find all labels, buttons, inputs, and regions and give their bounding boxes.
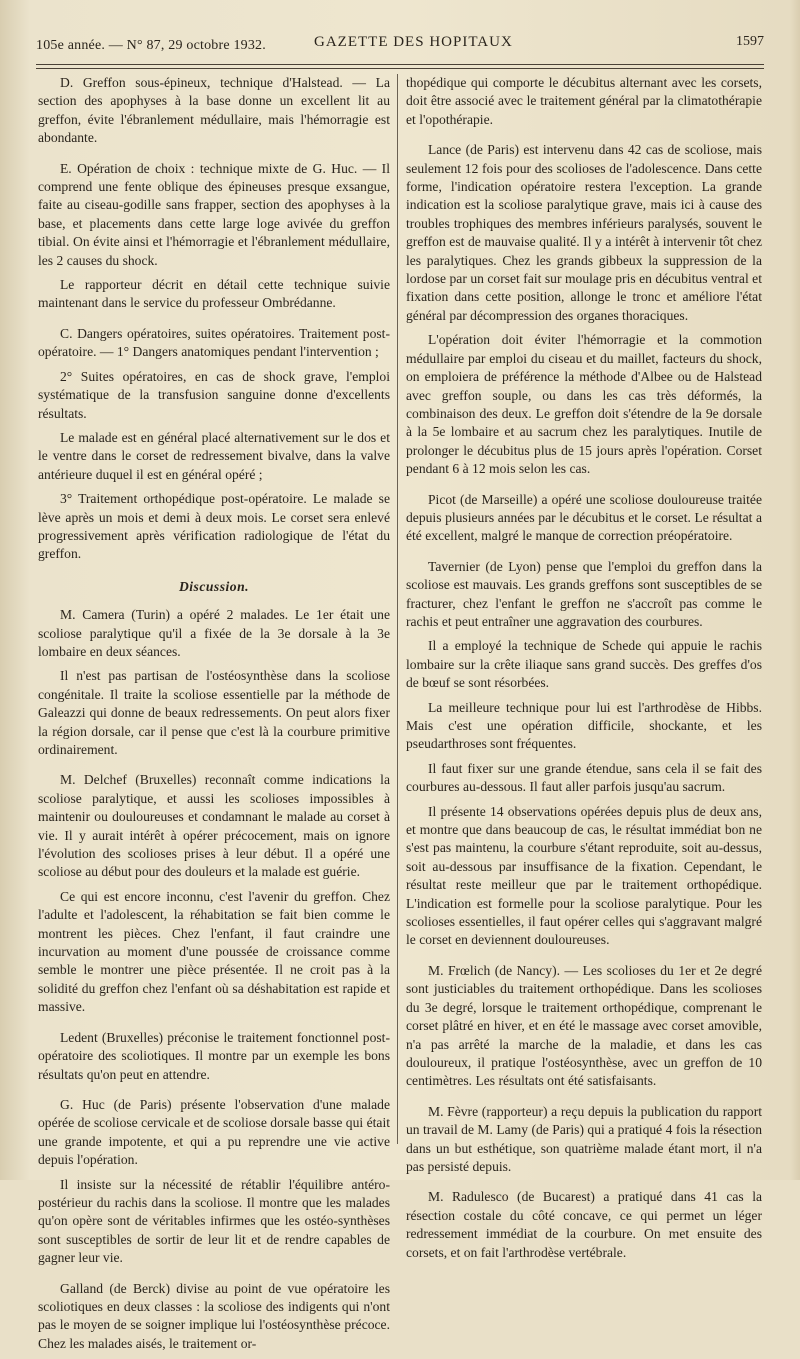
paragraph: Il a employé la technique de Schede qui appuie le rachis lombaire sur la crête iliaque sans grand succès. Des greffes d'os de bœuf se sont résorbées.: [406, 638, 762, 691]
page-number: 1597: [736, 34, 764, 49]
paragraph: Tavernier (de Lyon) pense que l'emploi du greffon dans la scoliose est mauvais. Les grands greffons sont susceptibles de se fracturer, chez l'enfant le greffon ne s'accroît pas comme le rachis et peut entraîner une aggravation des courbures.: [406, 558, 762, 629]
paragraph: L'opération doit éviter l'hémorragie et la commotion médullaire par emploi du ciseau et du maillet, facteurs du shock, on emploiera de préférence la méthode d'Albee ou de Halstead avec greffon souple, ou dans les cas très déformés, la combinaison des deux. Le greffon doit s'étendre de la 9e dorsale à la 5e lombaire et au sacrum chez les paralytiques. Inutile de prolonger le décubitus plus de 15 jours après l'opération. Corset pendant 6 à 12 mois selon les cas.: [406, 332, 762, 477]
paragraph: M. Radulesco (de Bucarest) a pratiqué dans 41 cas la résection costale du côté concave, ce qui permet un léger redressement immédiat de la courbure. On met ensuite des corsets, et on fait l'arthrodèse vertébrale.: [406, 1189, 762, 1260]
paragraph: Picot (de Marseille) a opéré une scoliose douloureuse traitée depuis plusieurs années par le décubitus et le corset. Le résultat a été excellent, malgré le manque de correction préopératoire.: [406, 491, 762, 544]
header-rule-top: [36, 64, 764, 65]
journal-title: GAZETTE DES HOPITAUX: [314, 34, 513, 50]
paragraph: M. Fèvre (rapporteur) a reçu depuis la publication du rapport un travail de M. Lamy (de Paris) qui a pratiqué 4 fois la résection dans un but esthétique, son quatrième malade étant mort, il n'a pas persisté depuis.: [406, 1103, 762, 1174]
paragraph: Ledent (Bruxelles) préconise le traitement fonctionnel post-opératoire des scoliotiques. Il montre par un exemple les bons résultats qu'on peut en attendre.: [38, 1029, 390, 1082]
right-column: [406, 74, 762, 1268]
header-rule-bottom: [36, 68, 764, 69]
paragraph: Il n'est pas partisan de l'ostéosynthèse dans la scoliose congénitale. Il traite la scoliose essentielle par la méthode de Galeazzi qui donne de beaux redressements. On peut alors fixer la région dorsale, car il pense que c'est là la courbure primitive ordinairement.: [38, 668, 390, 757]
paragraph: thopédique qui comporte le décubitus alternant avec les corsets, doit être associé avec le traitement général par la climatothérapie et l'opothérapie.: [406, 75, 762, 127]
paragraph: Ce qui est encore inconnu, c'est l'avenir du greffon. Chez l'adulte et l'adolescent, la réhabitation se fait bien comme le montrent les pièces. Chez l'enfant, il faut craindre une incurvation au moment d'une poussée de croissance comme semble le montrer une pièce présentée. Il ne croit pas à la solidité du greffon chez l'enfant où sa déshabitation est rapide et massive.: [38, 888, 390, 1015]
paragraph: 3° Traitement orthopédique post-opératoire. Le malade se lève après un mois et demi à deux mois. Le corset sera enlevé progressivement après vérification radiologique de l'état du greffon.: [38, 491, 390, 562]
paragraph: La meilleure technique pour lui est l'arthrodèse de Hibbs. Mais c'est une opération difficile, shockante, et les pseudarthroses sont fréquentes.: [406, 699, 762, 752]
paragraph: Il insiste sur la nécessité de rétablir l'équilibre antéro-postérieur du rachis dans la scoliose. Il montre que les malades qu'on opère sont de véritables infirmes que les ostéo-synthèses sont susceptibles de sortir de leur lit et de rendre capables de gagner leur vie.: [38, 1176, 390, 1266]
column-divider: [397, 74, 398, 1144]
paragraph: D. Greffon sous-épineux, technique d'Halstead. — La section des apophyses à la base donne un excellent lit au greffon, évite l'ébranlement médullaire, mais l'hémorragie est abondante.: [38, 75, 390, 146]
paragraph: M. Frœlich (de Nancy). — Les scolioses du 1er et 2e degré sont justiciables du traitement orthopédique. Dans les scolioses du 3e degré, lorsque le traitement orthopédique, comprenant le corset plâtré en hiver, et en été le massage avec corset amovible, n'a pas arrêté la marche de la maladie, et dans les cas douloureux, il pratique l'ostéosynthèse, avec un greffon de 10 centimètres. Les résultats ont été satisfaisants.: [406, 962, 762, 1089]
paragraph: C. Dangers opératoires, suites opératoires. Traitement post-opératoire. — 1° Dangers anatomiques pendant l'intervention ;: [38, 325, 390, 360]
issue-line: 105e année. — N° 87, 29 octobre 1932.: [36, 38, 266, 53]
paragraph: Il faut fixer sur une grande étendue, sans cela il se fait des courbures au-dessous. Il faut aller parfois jusqu'au sacrum.: [406, 760, 762, 795]
paragraph: M. Camera (Turin) a opéré 2 malades. Le 1er était une scoliose paralytique qu'il a fixée de la 3e dorsale à la 3e lombaire en deux séances.: [38, 607, 390, 659]
paragraph: 2° Suites opératoires, en cas de shock grave, l'emploi systématique de la transfusion sanguine donne d'excellents résultats.: [38, 368, 390, 421]
paragraph: Galland (de Berck) divise au point de vue opératoire les scoliotiques en deux classes : la scoliose des indigents qui n'ont pas le moyen de se soigner implique lui l'ostéosynthèse précoce. Chez les malades aisés, le traitement or-: [38, 1280, 390, 1351]
paragraph: Lance (de Paris) est intervenu dans 42 cas de scoliose, mais seulement 12 fois pour des scolioses de l'adolescence. Dans cette forme, l'indication opératoire restera l'exception. La grande indication est la scoliose paralytique grave, mais ici à cause des troubles trophiques des membres inférieurs paralysés, souvent le greffon est de mauvaise qualité. Il y a intérêt à intervenir tôt chez les paralytiques. Chez les grands gibbeux la suppression de la lordose par un corset fait sur moulage pris en décubitus ventral et fixation dans cette position, allonge le tronc et améliore l'état général par décompression des organes thoraciques.: [406, 142, 762, 323]
paragraph: G. Huc (de Paris) présente l'observation d'une malade opérée de scoliose cervicale et de scoliose dorsale basse qui était une grande impotente, et qui a pu reprendre une vie active depuis l'opération.: [38, 1096, 390, 1168]
section-heading: Discussion.: [178, 578, 250, 594]
left-column: [38, 74, 390, 1359]
paragraph: E. Opération de choix : technique mixte de G. Huc. — Il comprend une fente oblique des épineuses presque exsangue, faite au ciseau-godille sans frapper, section des apophyses à la base, et placements dans cette large loge avivée du greffon tibial. On évite ainsi et l'hémorragie et l'ébranlement médullaire, les 2 causes du shock.: [38, 160, 390, 268]
paragraph: Le rapporteur décrit en détail cette technique suivie maintenant dans le service du professeur Ombrédanne.: [38, 277, 390, 311]
page-header: [36, 34, 764, 56]
paragraph: Il présente 14 observations opérées depuis plus de deux ans, et montre que dans beaucoup de cas, le résultat immédiat bon ne s'est pas maintenu, la courbure s'étant reproduite, soit au-dessus, soit au-dessous par insuffisance de la fixation. Cependant, le résultat reste meilleur que par le traitement orthopédique. L'indication est formelle pour la scoliose paralytique. Pour les scolioses essentielles, il faut opérer celles qui s'aggravant malgré le corset en deviennent douloureuses.: [406, 803, 762, 948]
paragraph: M. Delchef (Bruxelles) reconnaît comme indications la scoliose paralytique, et aussi les scolioses impossibles à maintenir ou douloureuses et condamnant le malade au corset à vie. Il y aurait intérêt à opérer précocement, mais on ignore l'évolution des scolioses prises à leur début. Il a opéré une scoliose au début pour des douleurs et la malade est guérie.: [38, 772, 390, 880]
paragraph: Le malade est en général placé alternativement sur le dos et le ventre dans le corset de redressement bivalve, dans la valve antérieure duquel il est en général opéré ;: [38, 429, 390, 482]
